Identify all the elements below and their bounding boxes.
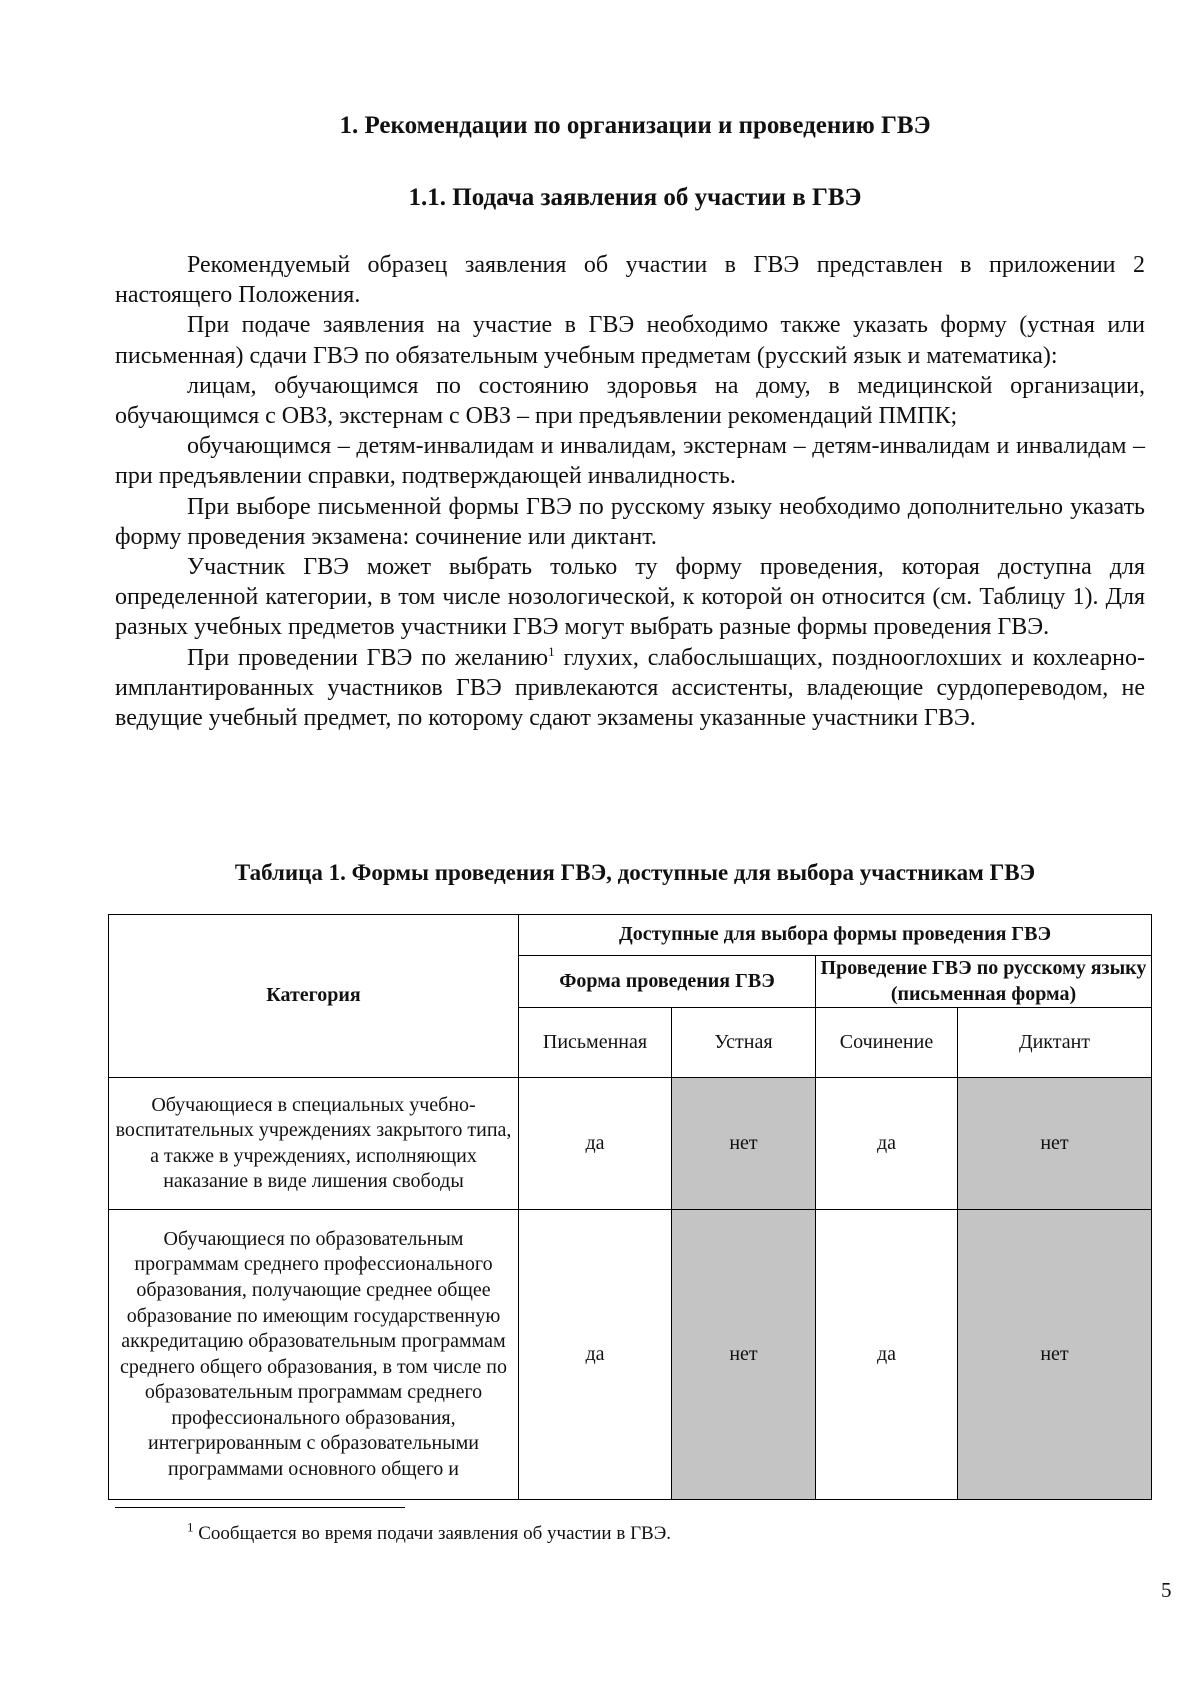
category-cell: Обучающиеся по образовательным программам среднего профессионального образования, получающие среднее общее образование по имеющим государственную аккредитацию образовательным программам среднего общего образования, в том числе по образовательным программам среднего профессионального образования, интегрированным с образовательными программами основного общего и xyxy=(109,1210,519,1500)
paragraph: Участник ГВЭ может выбрать только ту форму проведения, которая доступна для определенной категории, в том числе нозологической, к которой он относится (см. Таблицу 1). Для разных учебных предметов участники ГВЭ могут выбрать разные формы проведения ГВЭ. xyxy=(115,554,1145,641)
page-number: 5 xyxy=(1161,1578,1172,1602)
footnote-reference[interactable]: 1 xyxy=(548,643,555,659)
written-header: Письменная xyxy=(519,1008,672,1078)
oral-cell: нет xyxy=(672,1078,816,1210)
subsection-heading: 1.1. Подача заявления об участии в ГВЭ xyxy=(408,184,862,211)
written-cell: да xyxy=(519,1210,672,1500)
table-row xyxy=(109,1078,1152,1210)
paragraph: обучающимся – детям-инвалидам и инвалидам, экстернам – детям-инвалидам и инвалидам – при предъявлении справки, подтверждающей инвалидность. xyxy=(115,433,1145,490)
russian-written-header: Проведение ГВЭ по русскому языку (письменная форма) xyxy=(816,956,1152,1008)
paragraph: При выборе письменной формы ГВЭ по русскому языку необходимо дополнительно указать форму проведения экзамена: сочинение или диктант. xyxy=(115,493,1145,550)
paragraph-text: При проведении ГВЭ по желанию xyxy=(187,644,549,671)
essay-cell: да xyxy=(816,1210,958,1500)
form-group-header: Форма проведения ГВЭ xyxy=(519,956,816,1008)
table-title: Таблица 1. Формы проведения ГВЭ, доступные для выбора участникам ГВЭ xyxy=(234,860,1036,885)
paragraph: лицам, обучающимся по состоянию здоровья на дому, в медицинской организации, обучающимся с ОВЗ, экстернам с ОВЗ – при предъявлении рекомендаций ПМПК; xyxy=(115,372,1145,430)
paragraph-with-footnote xyxy=(115,643,1145,734)
forms-table xyxy=(108,914,1152,1500)
body-text xyxy=(115,250,1145,733)
oral-header: Устная xyxy=(672,1008,816,1078)
category-header: Категория xyxy=(109,915,519,1078)
dictation-header: Диктант xyxy=(958,1008,1152,1078)
essay-cell: да xyxy=(816,1078,958,1210)
table-row xyxy=(109,1210,1152,1500)
footnote xyxy=(187,1519,672,1545)
footnote-text: Сообщается во время подачи заявления об участии в ГВЭ. xyxy=(193,1523,672,1544)
essay-header: Сочинение xyxy=(816,1008,958,1078)
category-cell: Обучающиеся в специальных учебно-воспитательных учреждениях закрытого типа, а также в учреждениях, исполняющих наказание в виде лишения свободы xyxy=(109,1078,519,1210)
available-forms-header: Доступные для выбора формы проведения ГВЭ xyxy=(519,915,1152,956)
footnote-mark: 1 xyxy=(187,1519,194,1535)
oral-cell: нет xyxy=(672,1210,816,1500)
footnote-separator xyxy=(115,1507,405,1508)
paragraph: При подаче заявления на участие в ГВЭ необходимо также указать форму (устная или письменная) сдачи ГВЭ по обязательным учебным предметам (русский язык и математика): xyxy=(115,312,1145,369)
section-heading: 1. Рекомендации по организации и проведению ГВЭ xyxy=(339,112,931,139)
written-cell: да xyxy=(519,1078,672,1210)
dictation-cell: нет xyxy=(958,1078,1152,1210)
paragraph: Рекомендуемый образец заявления об участии в ГВЭ представлен в приложении 2 настоящего Положения. xyxy=(115,252,1145,309)
dictation-cell: нет xyxy=(958,1210,1152,1500)
paragraph-text: глухих, слабослышащих, позднооглохших и кохлеарно-имплантированных участников ГВЭ привлекаются ассистенты, владеющие сурдопереводом, не ведущие учебный предмет, по которому сдают экзамены указанные участники ГВЭ. xyxy=(115,644,1145,732)
